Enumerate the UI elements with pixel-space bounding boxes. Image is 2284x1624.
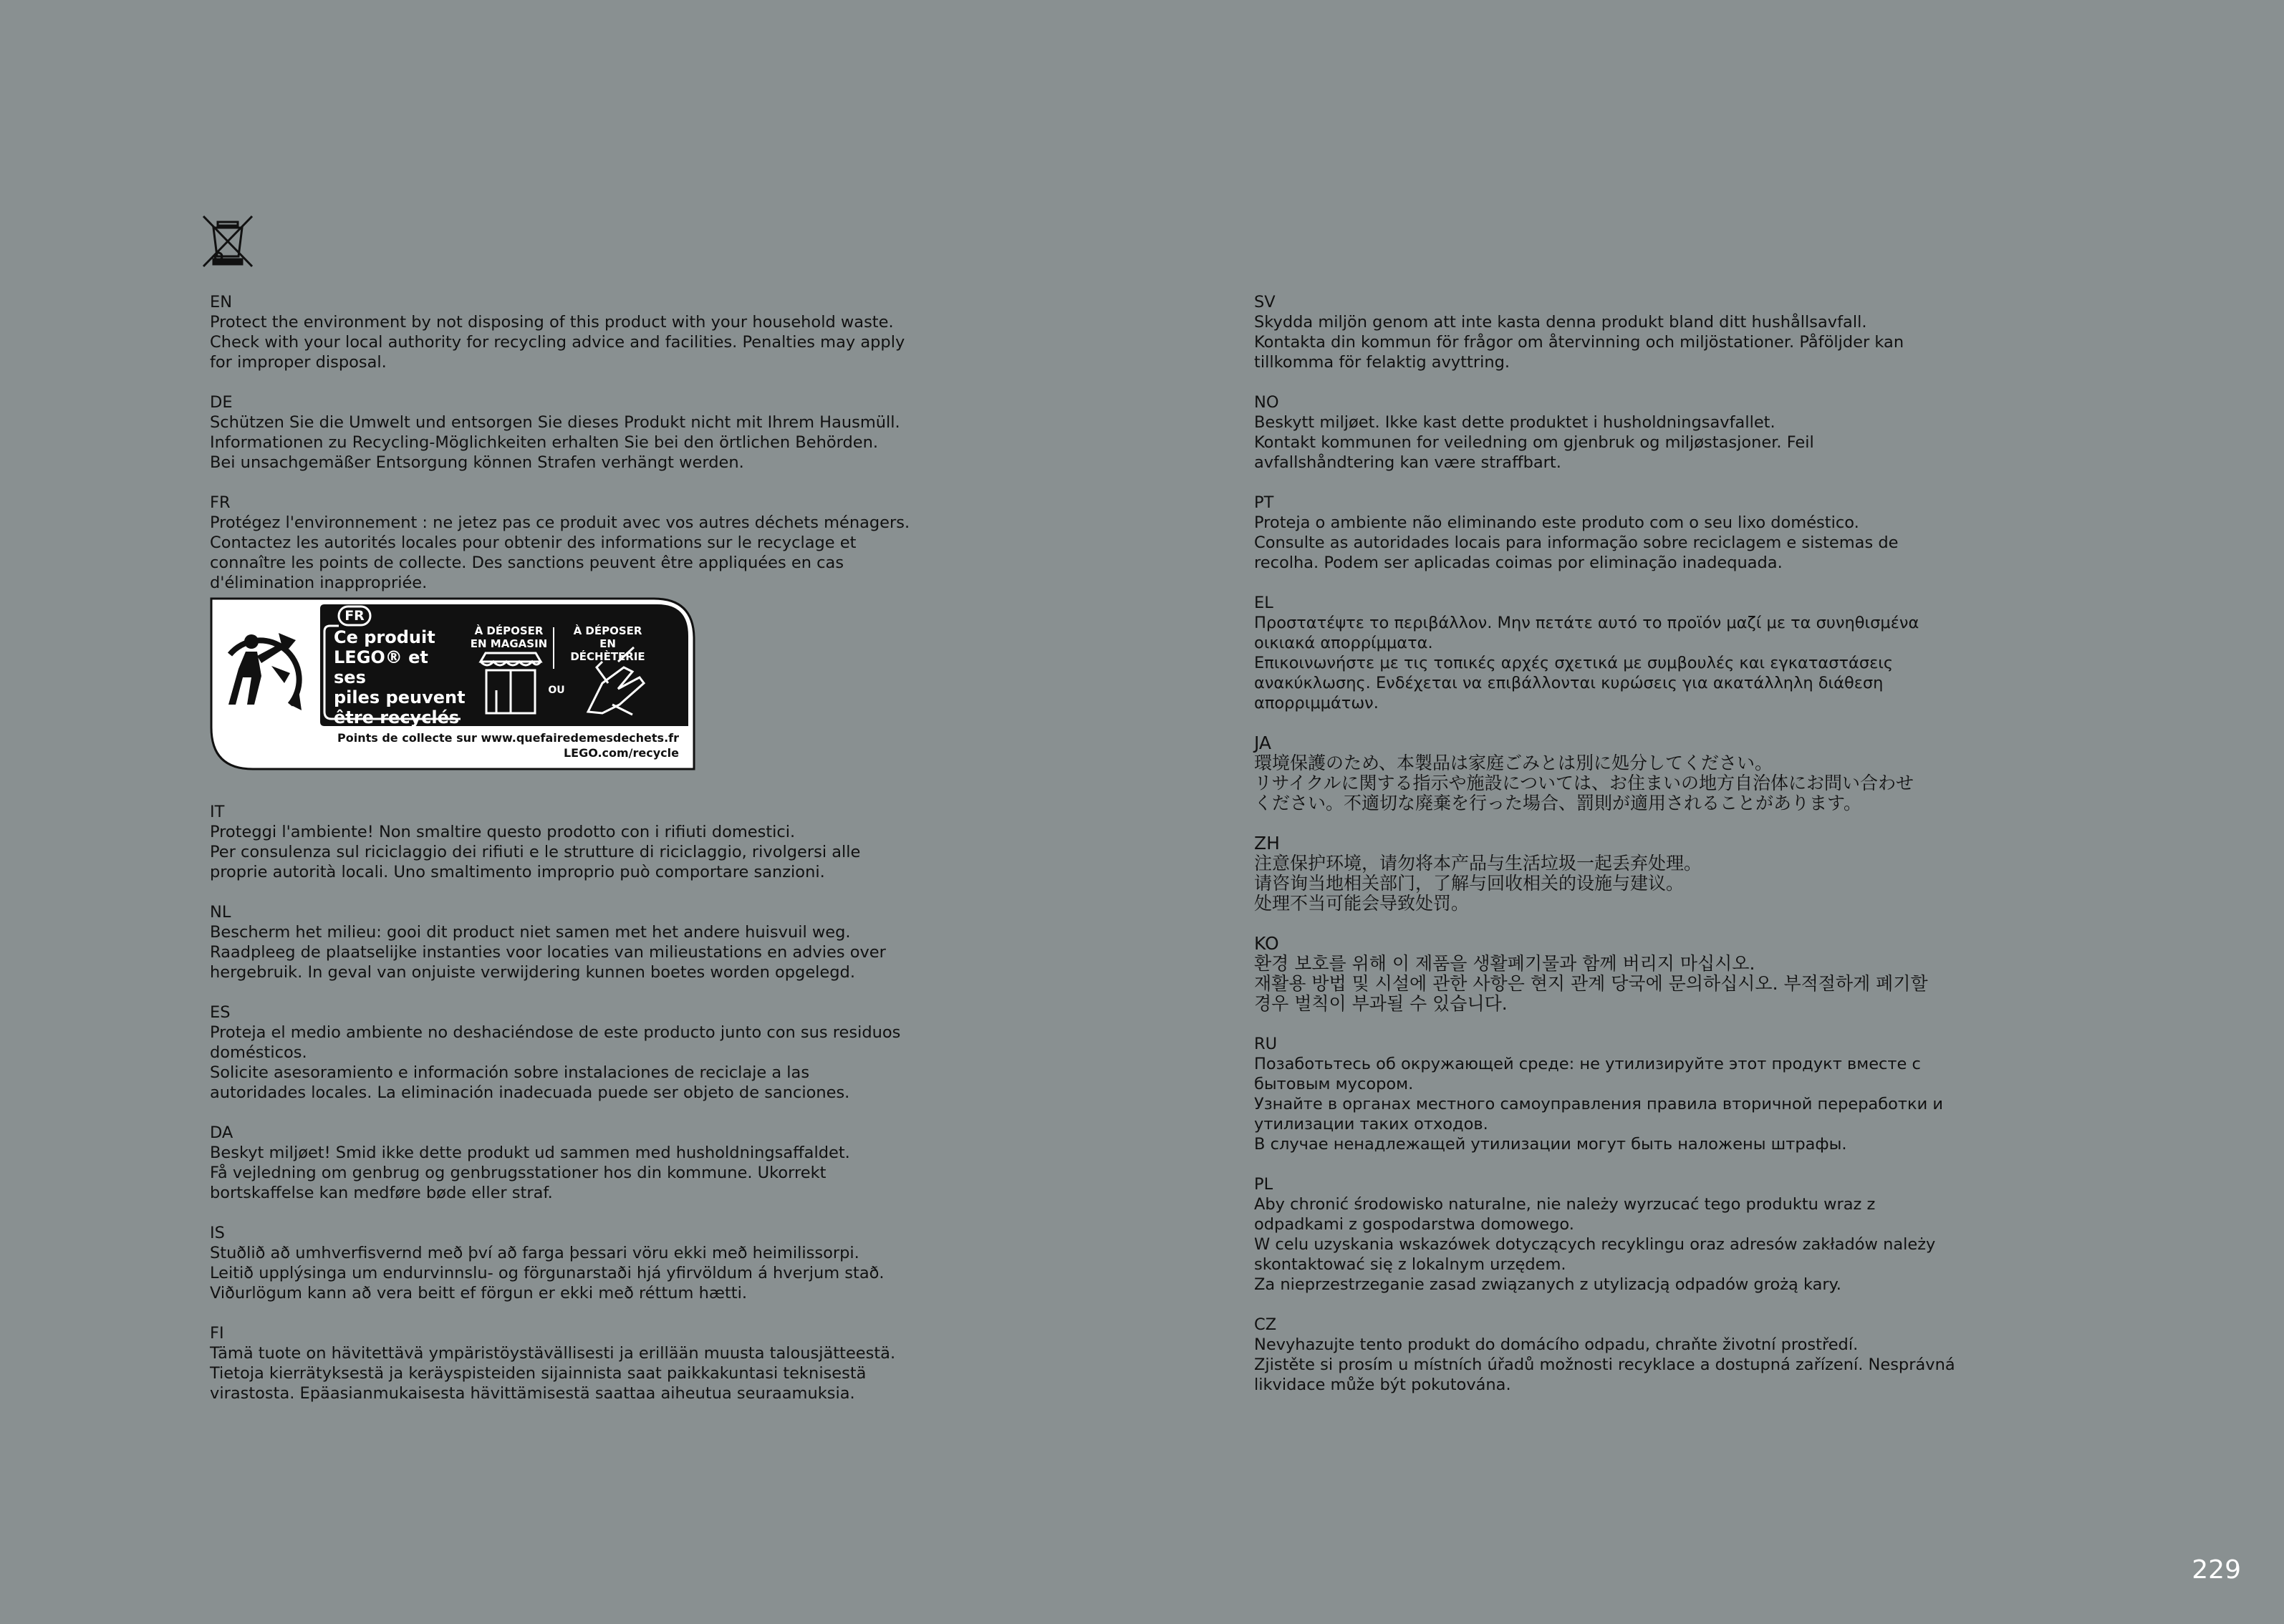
lang-text: Tämä tuote on hävitettävä ympäristöystävällisesti ja erillään muusta talousjätteestä. Tietoja kierrätyksestä ja keräyspisteiden sijainnista saat paikkakuntasi teknisestä virastosta. Epäasianmukaisesta hävittämisestä saattaa aiheutua seuraamuksia. bbox=[210, 1344, 896, 1403]
lang-text: Aby chronić środowisko naturalne, nie należy wyrzucać tego produktu wraz z odpadkami z gospodarstwa domowego. W celu uzyskania wskazówek dotyczących recyklingu oraz adresów zakładów należy skontaktować się z lokalnym urzędem. Za nieprzestrzeganie zasad związanych z utylizacją odpadów grożą kary. bbox=[1254, 1195, 1936, 1294]
lang-block-de bbox=[210, 392, 926, 473]
lang-block-el bbox=[1254, 593, 1970, 713]
lang-block-sv bbox=[1254, 292, 1970, 372]
lang-code: EN bbox=[210, 293, 233, 311]
crossed-out-bin-icon bbox=[201, 213, 255, 269]
lang-text: 환경 보호를 위해 이 제품을 생활폐기물과 함께 버리지 마십시오. 재활용 방법 및 시설에 관한 사항은 현지 관계 당국에 문의하십시오. 부적절하게 폐기할 경우 벌칙이 부과될 수 있습니다. bbox=[1254, 953, 1928, 1014]
lang-code: KO bbox=[1254, 933, 1279, 954]
lang-code: NO bbox=[1254, 393, 1279, 412]
lang-text: Позаботьтесь об окружающей среде: не утилизируйте этот продукт вместе с бытовым мусором. Узнайте в органах местного самоуправления правила вторичной переработки и утилизации таких отходов. В случае ненадлежащей утилизации могут быть наложены штрафы. bbox=[1254, 1055, 1943, 1154]
lang-text: Beskytt miljøet. Ikke kast dette produktet i husholdningsavfallet. Kontakt kommunen for veiledning om gjenbruk og miljøstasjoner. Feil avfallshåndtering kan være straffbart. bbox=[1254, 413, 1814, 472]
lang-block-en bbox=[210, 292, 926, 372]
lang-block-zh bbox=[1254, 833, 1970, 914]
lang-block-no bbox=[1254, 392, 1970, 473]
lang-text: 環境保護のため、本製品は家庭ごみとは別に処分してください。 リサイクルに関する指示や施設については、お住まいの地方自治体にお問い合わせ ください。不適切な廃棄を行った場合、罰則が適用されることがあります。 bbox=[1254, 753, 1914, 813]
lang-block-cz bbox=[1254, 1315, 1970, 1395]
triman-message: Ce produit LEGO® et ses piles peuvent être recyclés bbox=[334, 627, 466, 728]
triman-fr-tag: FR bbox=[344, 608, 365, 624]
lang-block-da bbox=[210, 1123, 926, 1203]
lang-text: Stuðlið að umhverfisvernd með því að farga þessari vöru ekki með heimilissorpi. Leitið upplýsinga um endurvinnslu- og förgunarstaði hjá yfirvöldum á hverjum stað. Viðurlögum kann að vera beitt ef förgun er ekki með réttum hætti. bbox=[210, 1244, 885, 1302]
triman-or: OU bbox=[548, 685, 565, 696]
lang-text: Schützen Sie die Umwelt und entsorgen Sie dieses Produkt nicht mit Ihrem Hausmüll. Informationen zu Recycling-Möglichkeiten erhalten Sie bei den örtlichen Behörden. Bei unsachgemäßer Entsorgung können Strafen verhängt werden. bbox=[210, 413, 900, 472]
lang-code: NL bbox=[210, 903, 231, 922]
lang-text: Proteggi l'ambiente! Non smaltire questo prodotto con i rifiuti domestici. Per consulenza sul riciclaggio dei rifiuti e le strutture di riciclaggio, rivolgersi alle proprie autorità locali. Uno smaltimento improprio può comportare sanzioni. bbox=[210, 823, 861, 881]
lang-code: RU bbox=[1254, 1035, 1278, 1053]
lang-code: ES bbox=[210, 1003, 231, 1022]
lang-code: DE bbox=[210, 393, 233, 412]
lang-code: JA bbox=[1254, 733, 1272, 753]
lang-code: FI bbox=[210, 1324, 224, 1343]
left-column bbox=[210, 292, 926, 1424]
triman-deposit-dump: À DÉPOSER EN DÉCHÈTERIE bbox=[570, 624, 645, 663]
lang-code: PT bbox=[1254, 493, 1274, 512]
lang-block-it bbox=[210, 802, 926, 882]
lang-text: Protégez l'environnement : ne jetez pas ce produit avec vos autres déchets ménagers. Contactez les autorités locales pour obtenir des informations sur le recyclage et connaître les points de collecte. Des sanctions peuvent être appliquées en cas d'élimination inappropriée. bbox=[210, 513, 910, 592]
lang-block-is bbox=[210, 1223, 926, 1303]
lang-block-ja bbox=[1254, 733, 1970, 813]
lang-block-pl bbox=[1254, 1174, 1970, 1295]
lang-block-fi bbox=[210, 1323, 926, 1403]
page-number: 229 bbox=[2192, 1555, 2241, 1585]
lang-code: SV bbox=[1254, 293, 1276, 311]
lang-block-pt bbox=[1254, 493, 1970, 573]
triman-recycling-label bbox=[210, 597, 696, 772]
lang-block-nl bbox=[210, 902, 926, 982]
lang-text: Proteja o ambiente não eliminando este produto com o seu lixo doméstico. Consulte as autoridades locais para informação sobre reciclagem e sistemas de recolha. Podem ser aplicadas coimas por eliminação inadequada. bbox=[1254, 513, 1899, 572]
lang-block-fr bbox=[210, 493, 926, 593]
lang-code: IS bbox=[210, 1224, 225, 1242]
lang-code: CZ bbox=[1254, 1315, 1277, 1334]
lang-code: EL bbox=[1254, 594, 1273, 612]
lang-text: Προστατέψτε το περιβάλλον. Μην πετάτε αυτό το προϊόν μαζί με τα συνηθισμένα οικιακά απορρίμματα. Επικοινωνήστε με τις τοπικές αρχές σχετικά με συμβουλές και εγκαταστάσεις ανακύκλωσης. Ενδέχεται να επιβάλλονται κυρώσεις για ακατάλληλη διάθεση απορριμμάτων. bbox=[1254, 614, 1919, 712]
lang-code: IT bbox=[210, 803, 225, 821]
lang-code: FR bbox=[210, 493, 231, 512]
lang-code: PL bbox=[1254, 1175, 1273, 1194]
lang-text: 注意保护环境，请勿将本产品与生活垃圾一起丢弃处理。 请咨询当地相关部门，了解与回收相关的设施与建议。 处理不当可能会导致处罚。 bbox=[1254, 853, 1702, 914]
lang-block-es bbox=[210, 1002, 926, 1103]
triman-collection-points: Points de collecte sur www.quefairedemesdechets.fr LEGO.com/recycle bbox=[337, 731, 679, 760]
lang-code: DA bbox=[210, 1123, 233, 1142]
lang-block-ko bbox=[1254, 934, 1970, 1014]
lang-text: Bescherm het milieu: gooi dit product niet samen met het andere huisvuil weg. Raadpleeg de plaatselijke instanties voor locaties van milieustations en advies over hergebruik. In geval van onjuiste verwijdering kunnen boetes worden opgelegd. bbox=[210, 923, 886, 982]
lang-text: Beskyt miljøet! Smid ikke dette produkt ud sammen med husholdningsaffaldet. Få vejledning om genbrug og genbrugsstationer hos din kommune. Ukorrekt bortskaffelse kan medføre bøde eller straf. bbox=[210, 1144, 850, 1202]
lang-block-ru bbox=[1254, 1034, 1970, 1154]
lang-text: Protect the environment by not disposing of this product with your household waste. Check with your local authority for recycling advice and facilities. Penalties may apply for improper disposal. bbox=[210, 313, 905, 372]
right-column bbox=[1254, 292, 1970, 1415]
lang-text: Skydda miljön genom att inte kasta denna produkt bland ditt hushållsavfall. Kontakta din kommun för frågor om återvinning och miljöstationer. Påföljder kan tillkomma för felaktig avyttring. bbox=[1254, 313, 1904, 372]
lang-text: Proteja el medio ambiente no deshaciéndose de este producto junto con sus residuos domésticos. Solicite asesoramiento e información sobre instalaciones de reciclaje a las autoridades locales. La eliminación inadecuada puede ser objeto de sanciones. bbox=[210, 1023, 901, 1102]
lang-text: Nevyhazujte tento produkt do domácího odpadu, chraňte životní prostředí. Zjistěte si prosím u místních úřadů možnosti recyklace a dostupná zařízení. Nesprávná likvidace může být pokutována. bbox=[1254, 1335, 1955, 1394]
lang-code: ZH bbox=[1254, 833, 1280, 854]
triman-deposit-store: À DÉPOSER EN MAGASIN bbox=[470, 624, 548, 650]
